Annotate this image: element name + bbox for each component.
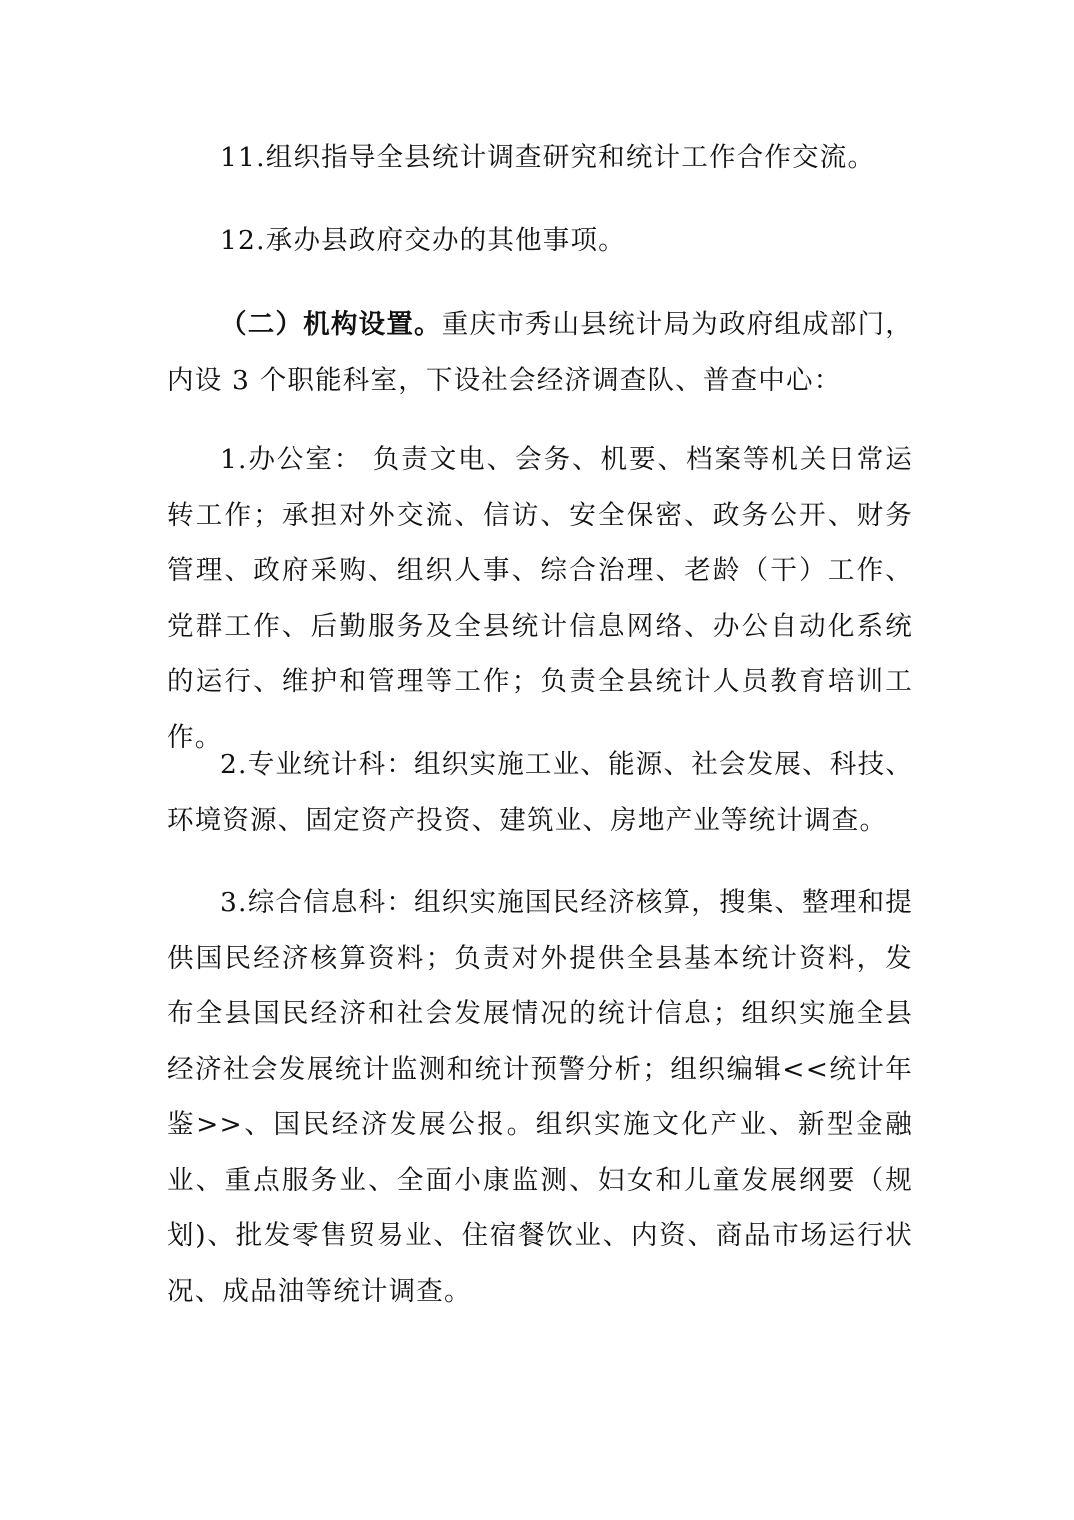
paragraph-section-2-institutions	[167, 297, 913, 408]
paragraph-comprehensive-info-section: 3.综合信息科：组织实施国民经济核算，搜集、整理和提供国民经济核算资料；负责对外提供全县基本统计资料，发布全县国民经济和社会发展情况的统计信息；组织实施全县经济社会发展统计监测和统计预警分析；组织编辑<<统计年鉴>>、国民经济发展公报。组织实施文化产业、新型金融业、重点服务业、全面小康监测、妇女和儿童发展纲要（规划)、批发零售贸易业、住宿餐饮业、内资、商品市场运行状况、成品油等统计调查。	[167, 887, 913, 1307]
paragraph-office: 1.办公室： 负责文电、会务、机要、档案等机关日常运转工作；承担对外交流、信访、安全保密、政务公开、财务管理、政府采购、组织人事、综合治理、老龄（干）工作、党群工作、后勤服务及全县统计信息网络、办公自动化系统的运行、维护和管理等工作；负责全县统计人员教育培训工作。	[167, 444, 913, 753]
section-2-body: 重庆市秀山县统计局为政府组成部门，内设 3 个职能科室，下设社会经济调查队、普查中心：	[167, 309, 913, 396]
paragraph-professional-stats-section: 2.专业统计科：组织实施工业、能源、社会发展、科技、环境资源、固定资产投资、建筑业、房地产业等统计调查。	[167, 749, 913, 836]
paragraph-item-12: 12.承办县政府交办的其他事项。	[220, 225, 626, 256]
paragraph-item-11: 11.组织指导全县统计调查研究和统计工作合作交流。	[220, 142, 876, 173]
section-2-heading: （二）机构设置。	[220, 309, 442, 340]
